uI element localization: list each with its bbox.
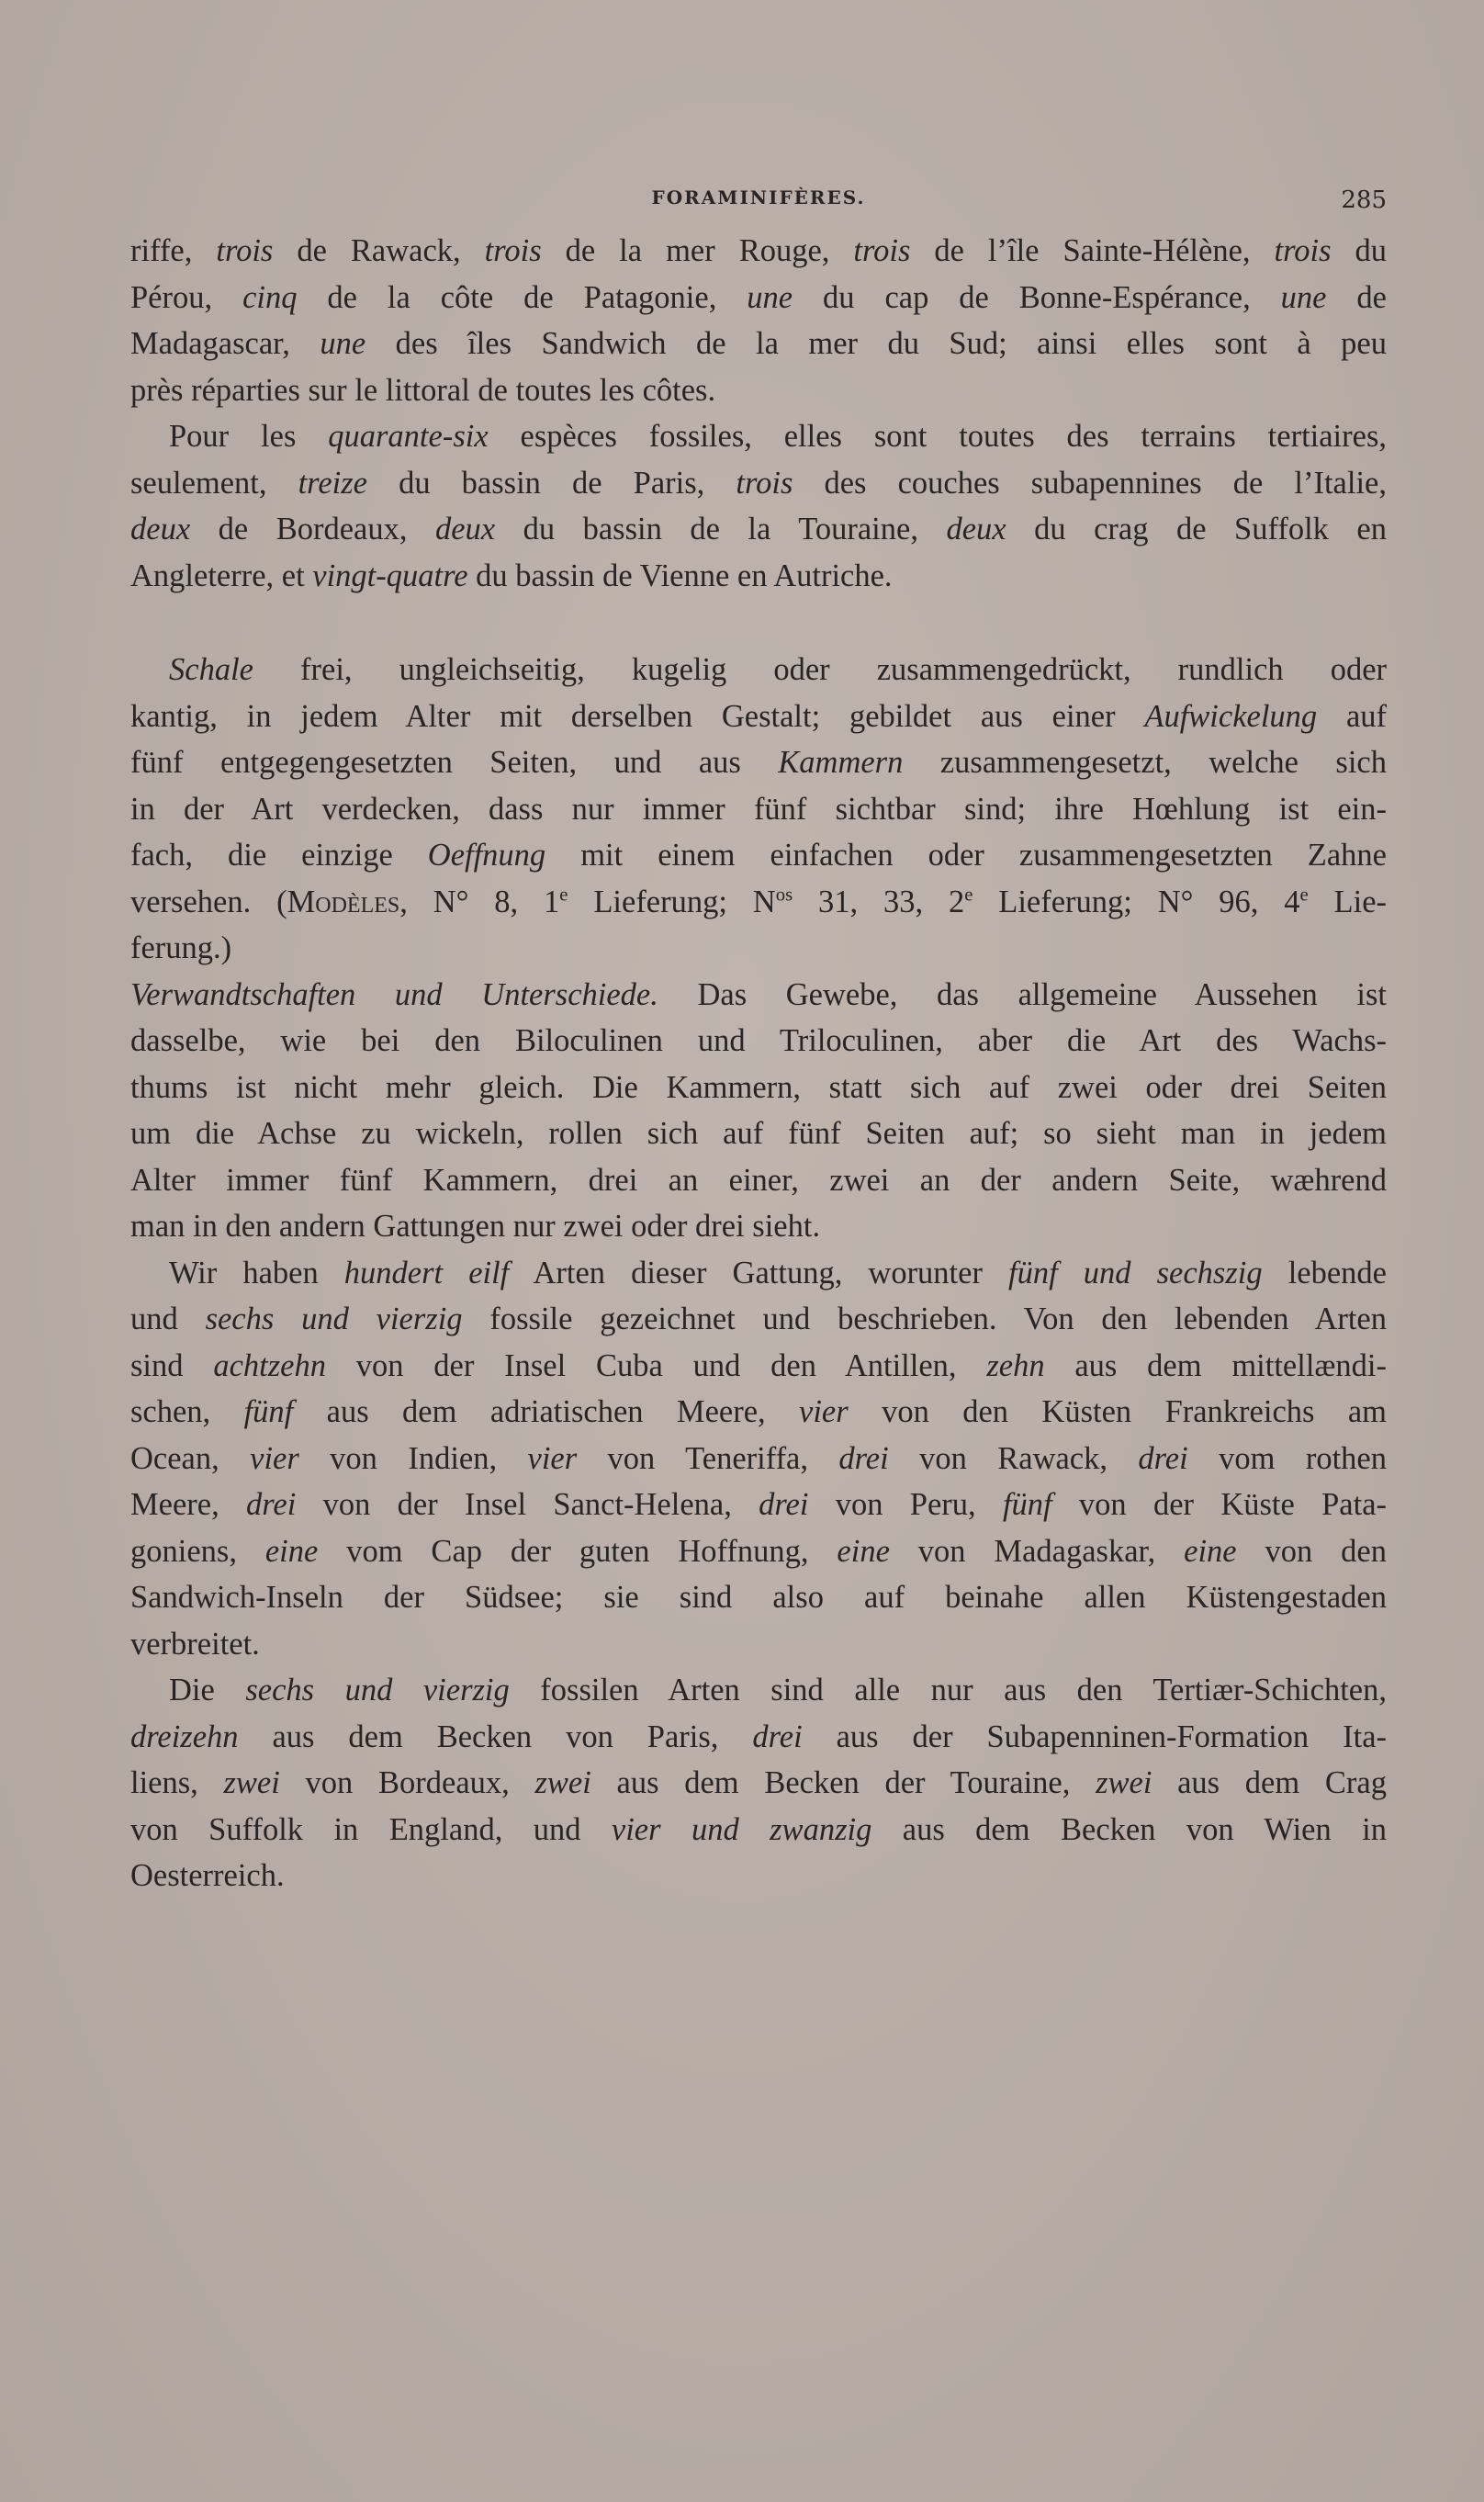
text-run: und	[130, 1302, 206, 1336]
text-run: von Suffolk in England, und	[130, 1811, 612, 1847]
text-run: vom Cap der guten Hoffnung,	[318, 1533, 838, 1569]
text-line	[130, 506, 1387, 553]
text-line	[130, 1807, 1387, 1854]
italic-term: vier	[527, 1440, 578, 1476]
text-run: du	[1331, 233, 1388, 268]
text-line	[130, 1436, 1387, 1482]
text-run: du bassin de Paris,	[366, 465, 736, 501]
text-run: kantig, in jedem Alter mit derselben Gestalt; gebildet aus einer	[130, 698, 1145, 734]
text-run: près réparties sur le littoral de toutes les côtes.	[130, 372, 716, 408]
italic-term: deux	[130, 512, 191, 547]
italic-term: trois	[736, 465, 793, 501]
text-run: fossile gezeichnet und beschrieben. Von den lebenden Arten	[462, 1302, 1387, 1336]
text-run: du bassin de Vienne en Autriche.	[467, 558, 893, 593]
text-line	[130, 553, 1387, 600]
text-run: espèces fossiles, elles sont toutes des terrains tertiaires,	[488, 419, 1387, 454]
running-head	[130, 186, 1387, 216]
italic-term: fünf	[1002, 1487, 1052, 1522]
text-run: Wir haben	[169, 1255, 344, 1290]
italic-term: drei	[752, 1719, 803, 1754]
text-line	[130, 1250, 1387, 1297]
text-run: von Teneriffa,	[577, 1440, 839, 1476]
paragraph-german-verwandtschaften	[130, 972, 1387, 1250]
text-run: vom rothen	[1187, 1440, 1387, 1476]
italic-term: Aufwickelung	[1144, 698, 1318, 734]
text-run: Angleterre, et	[130, 558, 313, 593]
text-line	[130, 1482, 1387, 1528]
text-run: von Rawack,	[888, 1440, 1139, 1476]
text-run: thums ist nicht mehr gleich. Die Kammern, statt sich auf zwei oder drei Seiten	[130, 1069, 1387, 1105]
text-run: , N° 8, 1	[399, 884, 560, 919]
text-run: lebende	[1262, 1255, 1387, 1290]
text-line	[130, 367, 1387, 414]
italic-term: zwei	[534, 1765, 591, 1800]
paragraph-french-fossil	[130, 413, 1387, 599]
italic-term: Verwandtschaften und Unterschiede.	[130, 976, 658, 1012]
text-run: aus dem Crag	[1152, 1765, 1387, 1800]
italic-term: sechs und vierzig	[205, 1302, 463, 1336]
text-run: Sandwich-Inseln der Südsee; sie sind also auf beinahe allen Küstengestaden	[130, 1580, 1387, 1615]
text-run: dasselbe, wie bei den Biloculinen und Triloculinen, aber die Art des Wachs-	[130, 1023, 1387, 1058]
text-line	[130, 832, 1387, 879]
text-run: verbreitet.	[130, 1626, 260, 1662]
italic-term: Oeffnung	[427, 838, 546, 873]
text-run: zusammengesetzt, welche sich	[903, 745, 1387, 780]
text-run: Madagascar,	[130, 326, 320, 361]
text-line	[130, 1621, 1387, 1668]
text-run: du bassin de la Touraine,	[495, 512, 947, 547]
paragraph-german-schale	[130, 647, 1387, 972]
text-run: von Bordeaux,	[279, 1765, 535, 1800]
text-line	[130, 1667, 1387, 1714]
page-number: 285	[1341, 186, 1387, 214]
text-run: aus dem adriatischen Meere,	[293, 1394, 800, 1429]
italic-term: eine	[837, 1533, 890, 1569]
text-run: fünf entgegengesetzten Seiten, und aus	[130, 745, 779, 780]
italic-term: fünf und sechszig	[1008, 1255, 1263, 1290]
italic-term: cinq	[242, 279, 298, 315]
italic-term: vier	[250, 1440, 299, 1476]
italic-term: vier	[799, 1394, 849, 1429]
text-run: 31, 33, 2	[793, 884, 965, 919]
italic-term: zwei	[223, 1765, 280, 1800]
text-run: Arten dieser Gattung, worunter	[509, 1255, 1009, 1290]
text-run: aus dem Becken von Wien in	[871, 1811, 1387, 1847]
text-run: Meere,	[130, 1487, 247, 1522]
text-run: fossilen Arten sind alle nur aus den Tertiær-Schichten,	[509, 1673, 1387, 1707]
italic-term: trois	[853, 233, 911, 268]
text-run: Lie-	[1308, 884, 1388, 919]
text-line	[130, 1296, 1387, 1343]
italic-term: sechs und vierzig	[245, 1673, 510, 1707]
italic-term: achtzehn	[213, 1347, 326, 1383]
italic-term: eine	[264, 1533, 319, 1569]
text-run: von der Küste Pata-	[1051, 1487, 1387, 1522]
text-run: fach, die einzige	[130, 838, 428, 873]
text-run: des îles Sandwich de la mer du Sud; ainsi elles sont à peu	[365, 326, 1387, 361]
italic-term: vingt-quatre	[312, 558, 468, 593]
text-run: riffe,	[130, 233, 217, 268]
text-run: mit einem einfachen oder zusammengesetzten Zahne	[545, 838, 1387, 873]
text-run: von den Küsten Frankreichs am	[848, 1394, 1387, 1429]
italic-term: trois	[484, 233, 542, 268]
text-run: sind	[130, 1347, 214, 1383]
italic-term: une	[747, 279, 793, 315]
text-run: in der Art verdecken, dass nur immer fünf sichtbar sind; ihre Hœhlung ist ein-	[130, 791, 1387, 827]
text-run: Ocean,	[130, 1440, 251, 1476]
italic-term: drei	[838, 1440, 889, 1476]
text-run: versehen. (	[130, 884, 287, 919]
superscript: e	[964, 885, 973, 905]
text-run: Das Gewebe, das allgemeine Aussehen ist	[658, 976, 1388, 1012]
italic-term: zehn	[986, 1347, 1045, 1383]
text-run: du crag de Suffolk en	[1006, 512, 1387, 547]
small-caps-text: Modèles	[287, 884, 400, 919]
text-run: von Peru,	[808, 1487, 1003, 1522]
italic-term: deux	[946, 512, 1006, 547]
text-run: aus der Subapenninen-Formation Ita-	[802, 1719, 1387, 1754]
text-run: Lieferung; N° 96, 4	[972, 884, 1300, 919]
paragraph-german-fossil	[130, 1667, 1387, 1899]
text-run: liens,	[130, 1765, 224, 1800]
italic-term: trois	[216, 233, 274, 268]
text-line	[130, 1574, 1387, 1621]
text-run: Lieferung; N	[568, 884, 776, 919]
text-run: von der Insel Sanct-Helena,	[296, 1487, 759, 1522]
text-run: Oesterreich.	[130, 1858, 285, 1893]
italic-term: une	[320, 326, 366, 361]
italic-term: Kammern	[778, 745, 904, 780]
text-run: de Rawack,	[273, 233, 485, 268]
italic-term: une	[1280, 279, 1327, 315]
text-run: de la côte de Patagonie,	[297, 279, 748, 315]
text-line	[130, 1389, 1387, 1436]
italic-term: drei	[759, 1487, 809, 1522]
italic-term: trois	[1274, 233, 1332, 268]
section-gap	[130, 599, 1387, 647]
text-line	[130, 1065, 1387, 1111]
superscript: e	[1299, 885, 1309, 905]
text-run: aus dem mittellændi-	[1044, 1347, 1387, 1383]
text-run: Pour les	[169, 419, 329, 454]
italic-term: drei	[1138, 1440, 1188, 1476]
italic-term: deux	[434, 512, 496, 547]
italic-term: drei	[246, 1487, 297, 1522]
italic-term: eine	[1184, 1533, 1237, 1569]
text-line	[130, 275, 1387, 321]
text-line	[130, 1157, 1387, 1204]
text-run: frei, ungleichseitig, kugelig oder zusammengedrückt, rundlich oder	[253, 652, 1387, 687]
text-run: de Bordeaux,	[190, 512, 435, 547]
text-line	[130, 786, 1387, 833]
text-run: von den	[1236, 1533, 1387, 1569]
italic-term: treize	[298, 465, 367, 501]
running-head-title: FORAMINIFÈRES.	[651, 186, 866, 208]
text-run: des couches subapennines de l’Italie,	[793, 465, 1387, 501]
text-line	[130, 1528, 1387, 1575]
body-text	[130, 228, 1387, 1899]
text-line	[130, 1760, 1387, 1807]
italic-term: hundert eilf	[343, 1255, 510, 1290]
text-line	[130, 693, 1387, 740]
text-line	[130, 1203, 1387, 1250]
paragraph-french-living	[130, 228, 1387, 413]
text-line	[130, 1018, 1387, 1065]
text-run: de l’île Sainte-Hélène,	[910, 233, 1275, 268]
text-line	[130, 413, 1387, 460]
text-line	[130, 321, 1387, 367]
text-line	[130, 1853, 1387, 1899]
text-line	[130, 460, 1387, 507]
text-run: goniens,	[130, 1533, 265, 1569]
text-run: Alter immer fünf Kammern, drei an einer, zwei an der andern Seite, wæhrend	[130, 1162, 1387, 1198]
text-run: de	[1326, 279, 1387, 315]
text-run: von Madagaskar,	[889, 1533, 1185, 1569]
text-run: ferung.)	[130, 930, 232, 965]
text-run: seulement,	[130, 465, 298, 501]
italic-term: vier und zwanzig	[611, 1811, 872, 1847]
text-run: du cap de Bonne-Espérance,	[793, 279, 1281, 315]
text-run: Die	[169, 1673, 246, 1707]
text-run: man in den andern Gattungen nur zwei oder drei sieht.	[130, 1209, 821, 1244]
italic-term: dreizehn	[130, 1719, 239, 1754]
superscript: os	[775, 885, 793, 905]
text-run: aus dem Becken der Touraine,	[590, 1765, 1096, 1800]
text-line	[130, 1110, 1387, 1157]
text-line	[130, 739, 1387, 786]
text-run: de la mer Rouge,	[541, 233, 854, 268]
text-line	[130, 228, 1387, 275]
text-line	[130, 879, 1387, 926]
text-line	[130, 1343, 1387, 1390]
superscript: e	[559, 885, 568, 905]
text-run: von Indien,	[298, 1440, 528, 1476]
text-run: von der Insel Cuba und den Antillen,	[325, 1347, 987, 1383]
text-line	[130, 647, 1387, 693]
text-run: Pérou,	[130, 279, 243, 315]
text-line	[130, 1714, 1387, 1761]
text-run: schen,	[130, 1394, 244, 1429]
italic-term: fünf	[243, 1394, 294, 1429]
italic-term: zwei	[1096, 1765, 1152, 1800]
text-run: auf	[1317, 698, 1387, 734]
italic-term: quarante-six	[328, 419, 489, 454]
text-run: aus dem Becken von Paris,	[238, 1719, 753, 1754]
paragraph-german-arten	[130, 1250, 1387, 1668]
text-line	[130, 972, 1387, 1019]
text-run: um die Achse zu wickeln, rollen sich auf fünf Seiten auf; so sieht man in jedem	[130, 1116, 1387, 1151]
italic-term: Schale	[169, 652, 253, 687]
text-line	[130, 925, 1387, 972]
